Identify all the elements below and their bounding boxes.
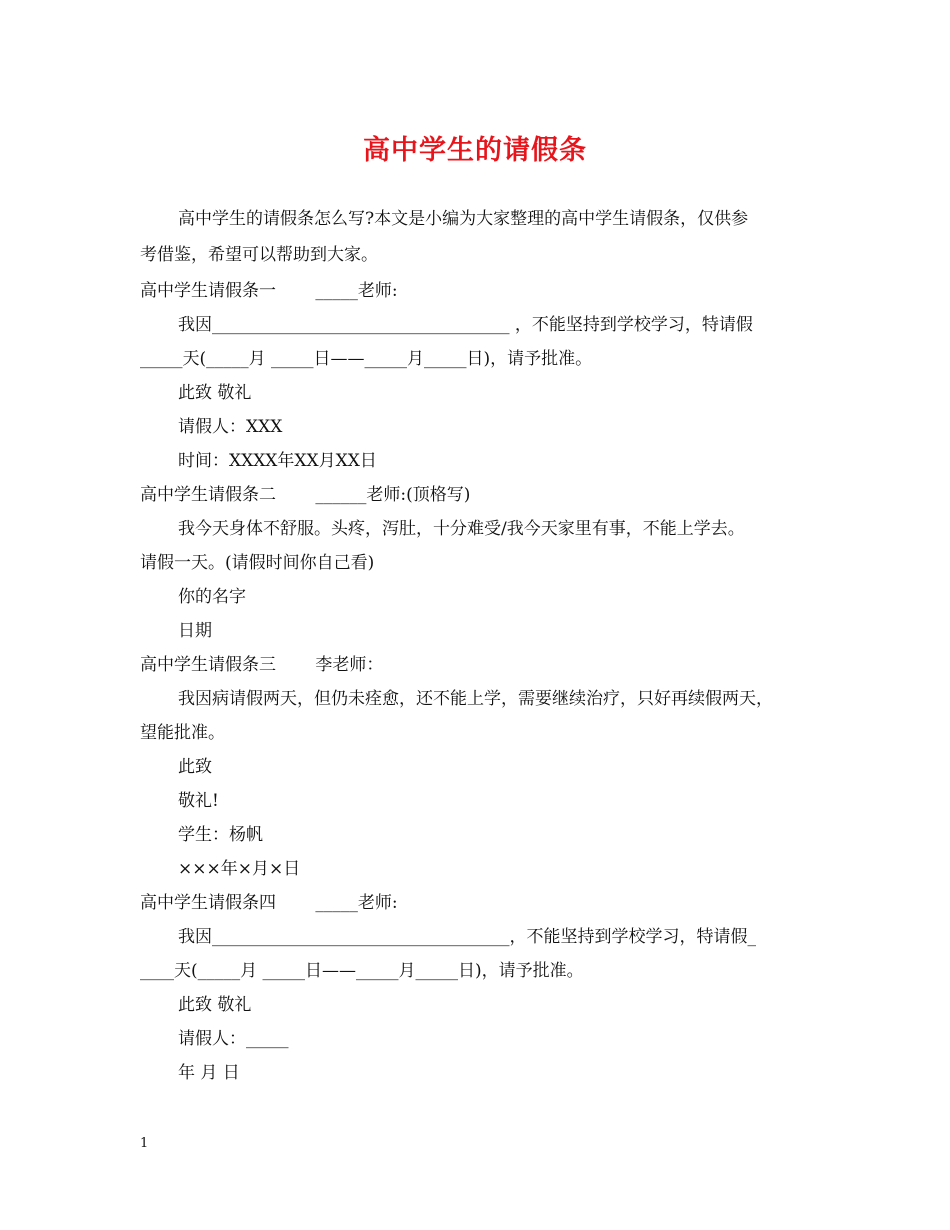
section-heading-3: 高中学生请假条三 李老师：	[140, 655, 384, 675]
body-line: 望能批准。	[140, 723, 225, 743]
page-title: 高中学生的请假条	[363, 135, 587, 166]
signature-line: 你的名字	[178, 587, 246, 607]
body-line: 我因___________________________________ ，不能坚持到学校学习，特请假	[178, 315, 753, 335]
closing-line: 敬礼!	[178, 791, 219, 811]
closing-line: 此致 敬礼	[178, 995, 252, 1015]
body-line: ____天(_____月 _____日——_____月_____日)，请予批准。	[140, 961, 584, 981]
section-heading-1: 高中学生请假条一 _____老师:	[140, 281, 398, 301]
body-line: _____天(_____月 _____日——_____月_____日)，请予批准。	[140, 349, 593, 369]
signature-line: 请假人：XXX	[178, 417, 283, 437]
body-line: 我因病请假两天，但仍未痊愈，还不能上学，需要继续治疗，只好再续假两天，	[178, 689, 773, 709]
intro-line-1: 高中学生的请假条怎么写?本文是小编为大家整理的高中学生请假条，仅供参	[178, 209, 749, 229]
date-line: 年 月 日	[178, 1063, 240, 1083]
signature-line: 学生：杨帆	[178, 825, 263, 845]
intro-line-2: 考借鉴，希望可以帮助到大家。	[140, 245, 378, 265]
section-heading-4: 高中学生请假条四 _____老师:	[140, 893, 398, 913]
closing-line: 此致 敬礼	[178, 383, 252, 403]
body-line: 我因___________________________________，不能坚持到学校学习，特请假_	[178, 927, 756, 947]
date-line: 时间：XXXX年XX月XX日	[178, 451, 377, 471]
date-line: ×××年×月×日	[178, 859, 301, 879]
date-line: 日期	[178, 621, 212, 641]
page-number: 1	[140, 1136, 149, 1151]
body-line: 请假一天。(请假时间你自己看)	[140, 553, 375, 573]
signature-line: 请假人：_____	[178, 1029, 289, 1049]
body-line: 我今天身体不舒服。头疼，泻肚，十分难受/我今天家里有事，不能上学去。	[178, 519, 745, 539]
closing-line: 此致	[178, 757, 212, 777]
section-heading-2: 高中学生请假条二 ______老师:(顶格写)	[140, 485, 471, 505]
